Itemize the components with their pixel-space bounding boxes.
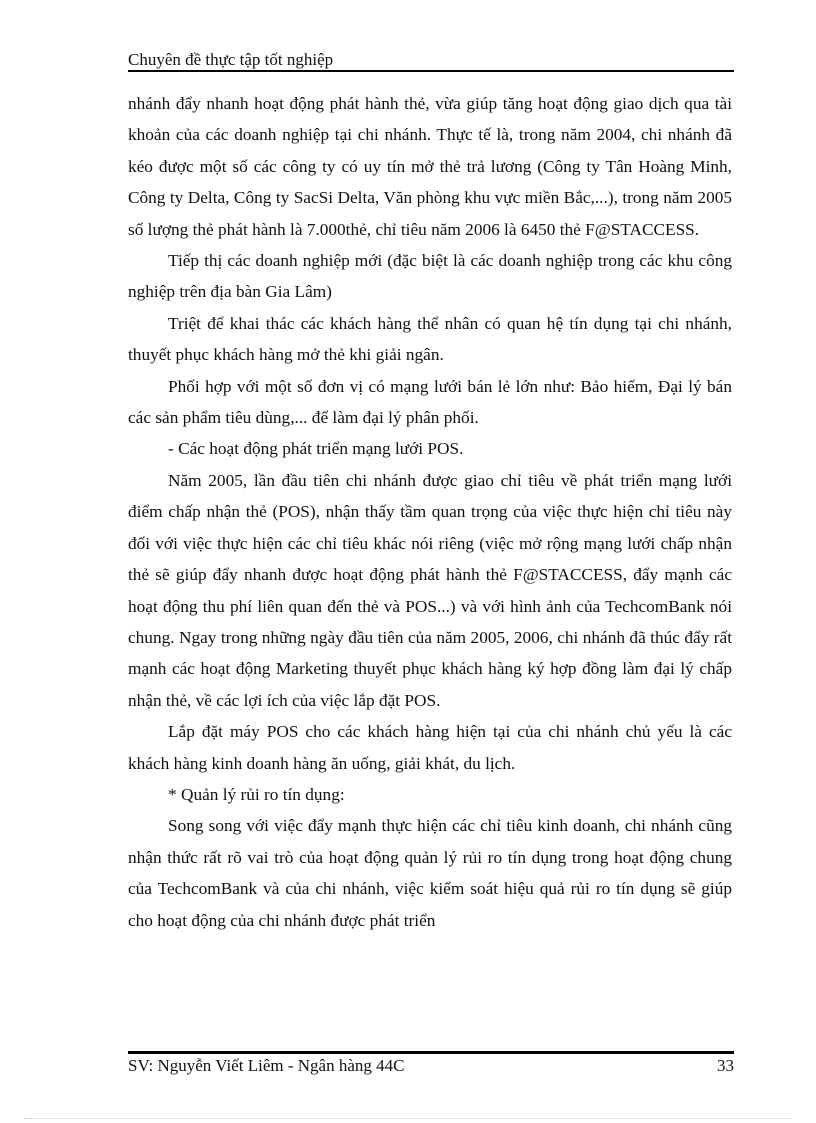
header-divider: [128, 70, 734, 72]
page-bottom-edge: [24, 1118, 792, 1119]
paragraph-credit-risk: Song song với việc đẩy mạnh thực hiện các chỉ tiêu kinh doanh, chi nhánh cũng nhận thức rất rõ vai trò của hoạt động quản lý rủi ro tín dụng trong hoạt động chung của TechcomBank và của chi nhánh, việc kiểm soát hiệu quả rủi ro tín dụng sẽ giúp cho hoạt động của chi nhánh được phát triển: [128, 816, 732, 930]
paragraph-individual-customers: Triệt để khai thác các khách hàng thể nhân có quan hệ tín dụng tại chi nhánh, thuyết phục khách hàng mở thẻ khi giải ngân.: [128, 313, 732, 365]
paragraph-pos-development: Năm 2005, lần đầu tiên chi nhánh được giao chỉ tiêu về phát triển mạng lưới điểm chấp nhận thẻ (POS), nhận thấy tầm quan trọng của việc thực hiện chỉ tiêu này đối với việc thực hiện các chỉ tiêu khác nói riêng (việc mở rộng mạng lưới chấp nhận thẻ sẽ giúp đẩy nhanh được hoạt động phát hành thẻ F@STACCESS, đẩy mạnh các hoạt động thu phí liên quan đến thẻ và POS...) và với hình ảnh của TechcomBank nói chung. Ngay trong những ngày đầu tiên của năm 2005, 2006, chi nhánh đã thúc đẩy rất mạnh các hoạt động Marketing thuyết phục khách hàng ký hợp đồng làm đại lý chấp nhận thẻ, về các lợi ích của việc lắp đặt POS.: [128, 470, 732, 710]
footer-divider: [128, 1051, 734, 1054]
paragraph-pos-installation: Lắp đặt máy POS cho các khách hàng hiện tại của chi nhánh chủ yếu là các khách hàng kinh doanh hàng ăn uống, giải khát, du lịch.: [128, 722, 732, 773]
page-header-title: Chuyên đề thực tập tốt nghiệp: [128, 50, 334, 69]
paragraph-card-issuance-continued: nhánh đẩy nhanh hoạt động phát hành thẻ, vừa giúp tăng hoạt động giao dịch qua tài khoản của các doanh nghiệp tại chi nhánh. Thực tế là, trong năm 2004, chi nhánh đã kéo được một số các công ty có uy tín mở thẻ trả lương (Công ty Tân Hoàng Minh, Công ty Delta, Công ty SacSi Delta, Văn phòng khu vực miền Bắc,...), trong năm 2005 số lượng thẻ phát hành là 7.000thẻ, chỉ tiêu năm 2006 là 6450 thẻ F@STACCESS.: [128, 94, 732, 239]
paragraph-pos-heading: - Các hoạt động phát triển mạng lưới POS.: [168, 439, 464, 459]
document-body: [128, 88, 732, 936]
paragraph-credit-risk-heading: * Quản lý rủi ro tín dụng:: [168, 784, 345, 804]
paragraph-new-enterprises: Tiếp thị các doanh nghiệp mới (đặc biệt là các doanh nghiệp trong các khu công nghiệp trên địa bàn Gia Lâm): [128, 251, 732, 302]
page-number: 33: [717, 1056, 734, 1075]
footer-student-info: SV: Nguyễn Viết Liêm - Ngân hàng 44C: [128, 1056, 405, 1075]
paragraph-retail-partners: Phối hợp với một số đơn vị có mạng lưới bán lẻ lớn như: Bảo hiểm, Đại lý bán các sản phẩm tiêu dùng,... để làm đại lý phân phối.: [128, 376, 732, 428]
